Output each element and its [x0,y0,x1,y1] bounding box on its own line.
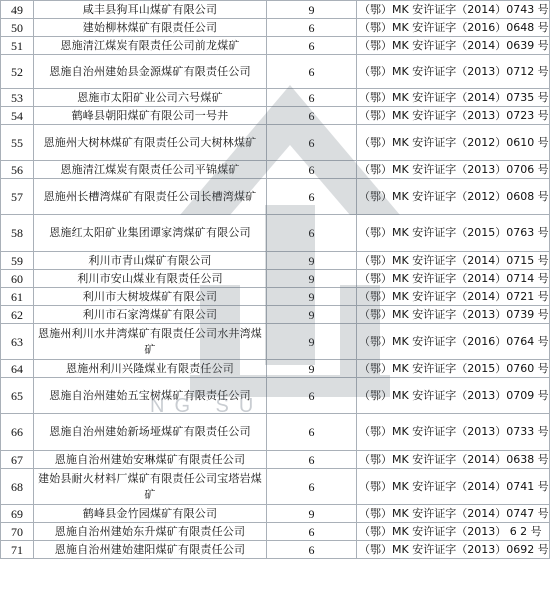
company-name: 恩施州大树林煤矿有限责任公司大树林煤矿 [34,125,267,161]
row-number: 50 [1,19,34,37]
row-number: 66 [1,414,34,451]
row-number: 61 [1,288,34,306]
table-row [1,107,550,125]
permit-number: （鄂）MK 安许证字（2013）0706 号 [357,161,550,179]
table-row [1,378,550,414]
table-row [1,469,550,505]
permit-number: （鄂）MK 安许证字（2013）0692 号 [357,541,550,559]
permit-number: （鄂）MK 安许证字（2013）0709 号 [357,378,550,414]
class-value: 6 [267,469,357,505]
row-number: 59 [1,252,34,270]
class-value: 9 [267,324,357,360]
class-value: 9 [267,252,357,270]
permit-number: （鄂）MK 安许证字（2015）0763 号 [357,215,550,252]
permit-table-body [1,1,550,559]
permit-number: （鄂）MK 安许证字（2014）0714 号 [357,270,550,288]
table-row [1,215,550,252]
table-row [1,19,550,37]
table-row [1,541,550,559]
class-value: 6 [267,125,357,161]
row-number: 56 [1,161,34,179]
company-name: 恩施自治州建始五宝树煤矿有限责任公司 [34,378,267,414]
company-name: 恩施州长槽湾煤矿有限责任公司长槽湾煤矿 [34,179,267,215]
row-number: 54 [1,107,34,125]
company-name: 恩施清江煤炭有限责任公司平锦煤矿 [34,161,267,179]
permit-number: （鄂）MK 安许证字（2016）0648 号 [357,19,550,37]
class-value: 6 [267,179,357,215]
table-row [1,523,550,541]
row-number: 67 [1,451,34,469]
class-value: 6 [267,378,357,414]
class-value: 6 [267,414,357,451]
company-name: 恩施自治州建始安琳煤矿有限责任公司 [34,451,267,469]
watermark-text: NG SU [150,395,264,417]
class-value: 9 [267,288,357,306]
class-value: 6 [267,19,357,37]
company-name: 恩施自治州建始新场垭煤矿有限责任公司 [34,414,267,451]
class-value: 6 [267,215,357,252]
class-value: 9 [267,360,357,378]
table-row [1,179,550,215]
table-row [1,161,550,179]
class-value: 9 [267,505,357,523]
company-name: 建始县耐火材料厂煤矿有限责任公司宝塔岩煤矿 [34,469,267,505]
company-name: 恩施红太阳矿业集团谭家湾煤矿有限公司 [34,215,267,252]
permit-number: （鄂）MK 安许证字（2013）0712 号 [357,55,550,89]
row-number: 70 [1,523,34,541]
row-number: 63 [1,324,34,360]
row-number: 58 [1,215,34,252]
table-row [1,451,550,469]
class-value: 6 [267,55,357,89]
permit-number: （鄂）MK 安许证字（2013）0739 号 [357,306,550,324]
class-value: 9 [267,306,357,324]
permit-number: （鄂）MK 安许证字（2014）0735 号 [357,89,550,107]
company-name: 恩施州利川兴隆煤业有限责任公司 [34,360,267,378]
permit-number: （鄂）MK 安许证字（2015）0760 号 [357,360,550,378]
table-row [1,324,550,360]
company-name: 利川市大树坡煤矿有限公司 [34,288,267,306]
row-number: 57 [1,179,34,215]
class-value: 6 [267,107,357,125]
company-name: 恩施自治州建始东升煤矿有限责任公司 [34,523,267,541]
class-value: 6 [267,523,357,541]
class-value: 9 [267,270,357,288]
table-row [1,288,550,306]
class-value: 6 [267,451,357,469]
permit-number: （鄂）MK 安许证字（2014）0715 号 [357,252,550,270]
table-row [1,37,550,55]
row-number: 60 [1,270,34,288]
company-name: 恩施州利川水井湾煤矿有限责任公司水井湾煤矿 [34,324,267,360]
company-name: 恩施自治州建始县金源煤矿有限责任公司 [34,55,267,89]
row-number: 71 [1,541,34,559]
table-row [1,270,550,288]
permit-number: （鄂）MK 安许证字（2013）0723 号 [357,107,550,125]
class-value: 6 [267,161,357,179]
row-number: 68 [1,469,34,505]
class-value: 6 [267,541,357,559]
row-number: 53 [1,89,34,107]
table-row [1,55,550,89]
table-row [1,252,550,270]
row-number: 65 [1,378,34,414]
company-name: 鹤峰县朝阳煤矿有限公司一号井 [34,107,267,125]
company-name: 咸丰县狗耳山煤矿有限公司 [34,1,267,19]
row-number: 64 [1,360,34,378]
company-name: 利川市安山煤业有限责任公司 [34,270,267,288]
table-row [1,505,550,523]
permit-number: （鄂）MK 安许证字（2014）0721 号 [357,288,550,306]
permit-number: （鄂）MK 安许证字（2012）0608 号 [357,179,550,215]
company-name: 利川市石家湾煤矿有限公司 [34,306,267,324]
table-row [1,125,550,161]
permit-number: （鄂）MK 安许证字（2014）0741 号 [357,469,550,505]
permit-number: （鄂）MK 安许证字（2014）0639 号 [357,37,550,55]
company-name: 恩施清江煤炭有限责任公司前龙煤矿 [34,37,267,55]
table-row [1,306,550,324]
faded-overlay [350,572,500,614]
permit-number: （鄂）MK 安许证字（2014）0743 号 [357,1,550,19]
row-number: 62 [1,306,34,324]
table-row [1,414,550,451]
row-number: 52 [1,55,34,89]
company-name: 恩施市太阳矿业公司六号煤矿 [34,89,267,107]
row-number: 49 [1,1,34,19]
permit-number: （鄂）MK 安许证字（2016）0764 号 [357,324,550,360]
permit-number: （鄂）MK 安许证字（2012）0610 号 [357,125,550,161]
row-number: 51 [1,37,34,55]
company-name: 恩施自治州建始建阳煤矿有限责任公司 [34,541,267,559]
row-number: 55 [1,125,34,161]
class-value: 9 [267,1,357,19]
table-row [1,360,550,378]
permit-number: （鄂）MK 安许证字（2014）0638 号 [357,451,550,469]
class-value: 6 [267,37,357,55]
company-name: 鹤峰县金竹园煤矿有限公司 [34,505,267,523]
permit-number: （鄂）MK 安许证字（2014）0747 号 [357,505,550,523]
row-number: 69 [1,505,34,523]
company-name: 利川市青山煤矿有限公司 [34,252,267,270]
company-name: 建始柳林煤矿有限责任公司 [34,19,267,37]
class-value: 6 [267,89,357,107]
table-row [1,1,550,19]
table-row [1,89,550,107]
permit-number: （鄂）MK 安许证字（2013）0733 号 [357,414,550,451]
permit-number: （鄂）MK 安许证字（2013） 6 2 号 [357,523,550,541]
